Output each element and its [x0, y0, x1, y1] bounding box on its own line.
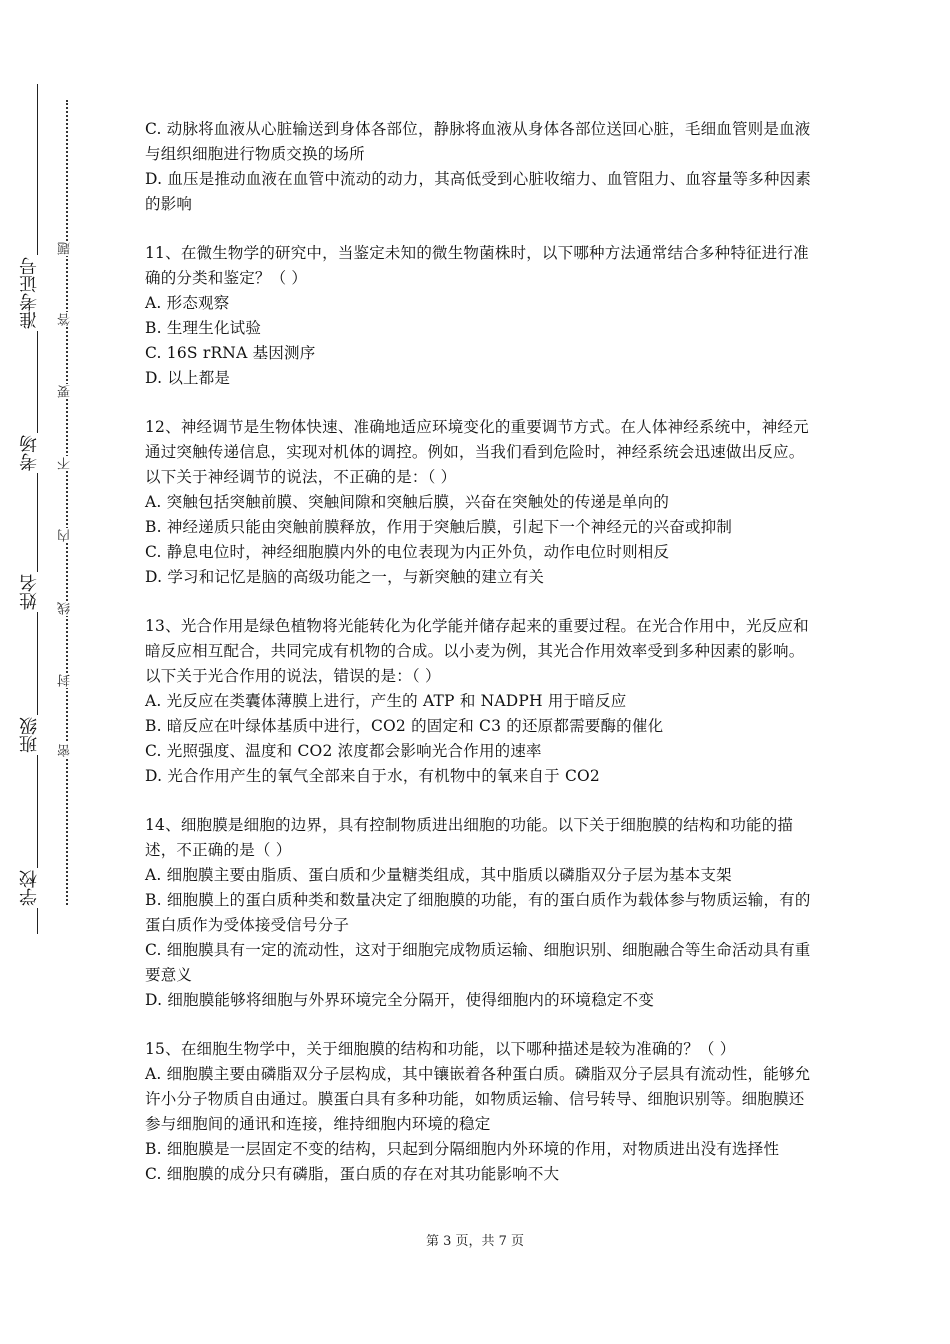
- option-13-c[interactable]: C. 光照强度、温度和 CO2 浓度都会影响光合作用的速率: [145, 742, 542, 760]
- field-school: 学校: [20, 868, 52, 908]
- option-11-d[interactable]: D. 以上都是: [145, 369, 231, 387]
- field-class: 班级: [20, 715, 52, 755]
- seal-char-mi: 密: [58, 743, 76, 758]
- page-footer: 第 3 页，共 7 页: [425, 1234, 525, 1249]
- option-11-b[interactable]: B. 生理生化试验: [145, 319, 262, 337]
- question-13: [145, 614, 815, 789]
- seal-dotted-line: [66, 100, 68, 905]
- seal-char-nei: 内: [58, 528, 76, 543]
- option-10-d[interactable]: D. 血压是推动血液在血管中流动的动力，其高低受到心脏收缩力、血管阻力、血容量等多种因素的影响: [145, 170, 812, 213]
- seal-char-xian: 线: [58, 601, 76, 616]
- option-13-a[interactable]: A. 光反应在类囊体薄膜上进行，产生的 ATP 和 NADPH 用于暗反应: [145, 692, 627, 710]
- binding-solid-line: [37, 84, 38, 934]
- option-11-c[interactable]: C. 16S rRNA 基因测序: [145, 344, 316, 362]
- option-13-b[interactable]: B. 暗反应在叶绿体基质中进行，CO2 的固定和 C3 的还原都需要酶的催化: [145, 717, 664, 735]
- option-14-a[interactable]: A. 细胞膜主要由脂质、蛋白质和少量糖类组成，其中脂质以磷脂双分子层为基本支架: [145, 866, 732, 884]
- option-14-c[interactable]: C. 细胞膜具有一定的流动性，这对于细胞完成物质运输、细胞识别、细胞融合等生命活动具有重要意义: [145, 941, 811, 984]
- seal-char-yao: 要: [58, 384, 76, 399]
- question-15: [145, 1037, 815, 1187]
- question-10-continued: [145, 117, 815, 217]
- seal-char-feng: 封: [58, 673, 76, 688]
- option-10-c[interactable]: C. 动脉将血液从心脏输送到身体各部位，静脉将血液从身体各部位送回心脏，毛细血管则是血液与组织细胞进行物质交换的场所: [145, 120, 811, 163]
- option-14-b[interactable]: B. 细胞膜上的蛋白质种类和数量决定了细胞膜的功能，有的蛋白质作为载体参与物质运输，有的蛋白质作为受体接受信号分子: [145, 891, 811, 934]
- field-exam-room: 考场: [20, 433, 52, 473]
- field-exam-number: 准考证号: [20, 255, 52, 331]
- exam-content: [145, 117, 815, 1211]
- question-11: [145, 241, 815, 391]
- option-12-a[interactable]: A. 突触包括突触前膜、突触间隙和突触后膜，兴奋在突触处的传递是单向的: [145, 493, 670, 511]
- question-12: [145, 415, 815, 590]
- question-12-stem: 12、神经调节是生物体快速、准确地适应环境变化的重要调节方式。在人体神经系统中，神经元通过突触传递信息，实现对机体的调控。例如，当我们看到危险时，神经系统会迅速做出反应。以下关于神经调节的说法，不正确的是：（ ）: [145, 418, 809, 486]
- option-11-a[interactable]: A. 形态观察: [145, 294, 230, 312]
- question-15-stem: 15、在细胞生物学中，关于细胞膜的结构和功能，以下哪种描述是较为准确的？（ ）: [145, 1040, 736, 1058]
- option-13-d[interactable]: D. 光合作用产生的氧气全部来自于水，有机物中的氧来自于 CO2: [145, 767, 600, 785]
- seal-char-da: 答: [58, 312, 76, 327]
- option-15-a[interactable]: A. 细胞膜主要由磷脂双分子层构成，其中镶嵌着各种蛋白质。磷脂双分子层具有流动性，能够允许小分子物质自由通过。膜蛋白具有多种功能，如物质运输、信号转导、细胞识别等。细胞膜还参与细胞间的通讯和连接，维持细胞内环境的稳定: [145, 1065, 811, 1133]
- question-14: [145, 813, 815, 1013]
- option-15-c[interactable]: C. 细胞膜的成分只有磷脂，蛋白质的存在对其功能影响不大: [145, 1165, 560, 1183]
- option-12-b[interactable]: B. 神经递质只能由突触前膜释放，作用于突触后膜，引起下一个神经元的兴奋或抑制: [145, 518, 733, 536]
- option-12-d[interactable]: D. 学习和记忆是脑的高级功能之一，与新突触的建立有关: [145, 568, 545, 586]
- question-13-stem: 13、光合作用是绿色植物将光能转化为化学能并储存起来的重要过程。在光合作用中，光反应和暗反应相互配合，共同完成有机物的合成。以小麦为例，其光合作用效率受到多种因素的影响。以下关于光合作用的说法，错误的是：（ ）: [145, 617, 809, 685]
- option-12-c[interactable]: C. 静息电位时，神经细胞膜内外的电位表现为内正外负，动作电位时则相反: [145, 543, 670, 561]
- question-11-stem: 11、在微生物学的研究中，当鉴定未知的微生物菌株时，以下哪种方法通常结合多种特征进行准确的分类和鉴定？（ ）: [145, 244, 809, 287]
- option-15-b[interactable]: B. 细胞膜是一层固定不变的结构，只起到分隔细胞内外环境的作用，对物质进出没有选择性: [145, 1140, 780, 1158]
- field-name: 姓名: [20, 572, 52, 612]
- question-14-stem: 14、细胞膜是细胞的边界，具有控制物质进出细胞的功能。以下关于细胞膜的结构和功能的描述，不正确的是（ ）: [145, 816, 794, 859]
- seal-char-bu: 不: [58, 456, 76, 471]
- binding-margin: [0, 0, 110, 1344]
- option-14-d[interactable]: D. 细胞膜能够将细胞与外界环境完全分隔开，使得细胞内的环境稳定不变: [145, 991, 655, 1009]
- seal-char-ti: 题: [58, 241, 76, 256]
